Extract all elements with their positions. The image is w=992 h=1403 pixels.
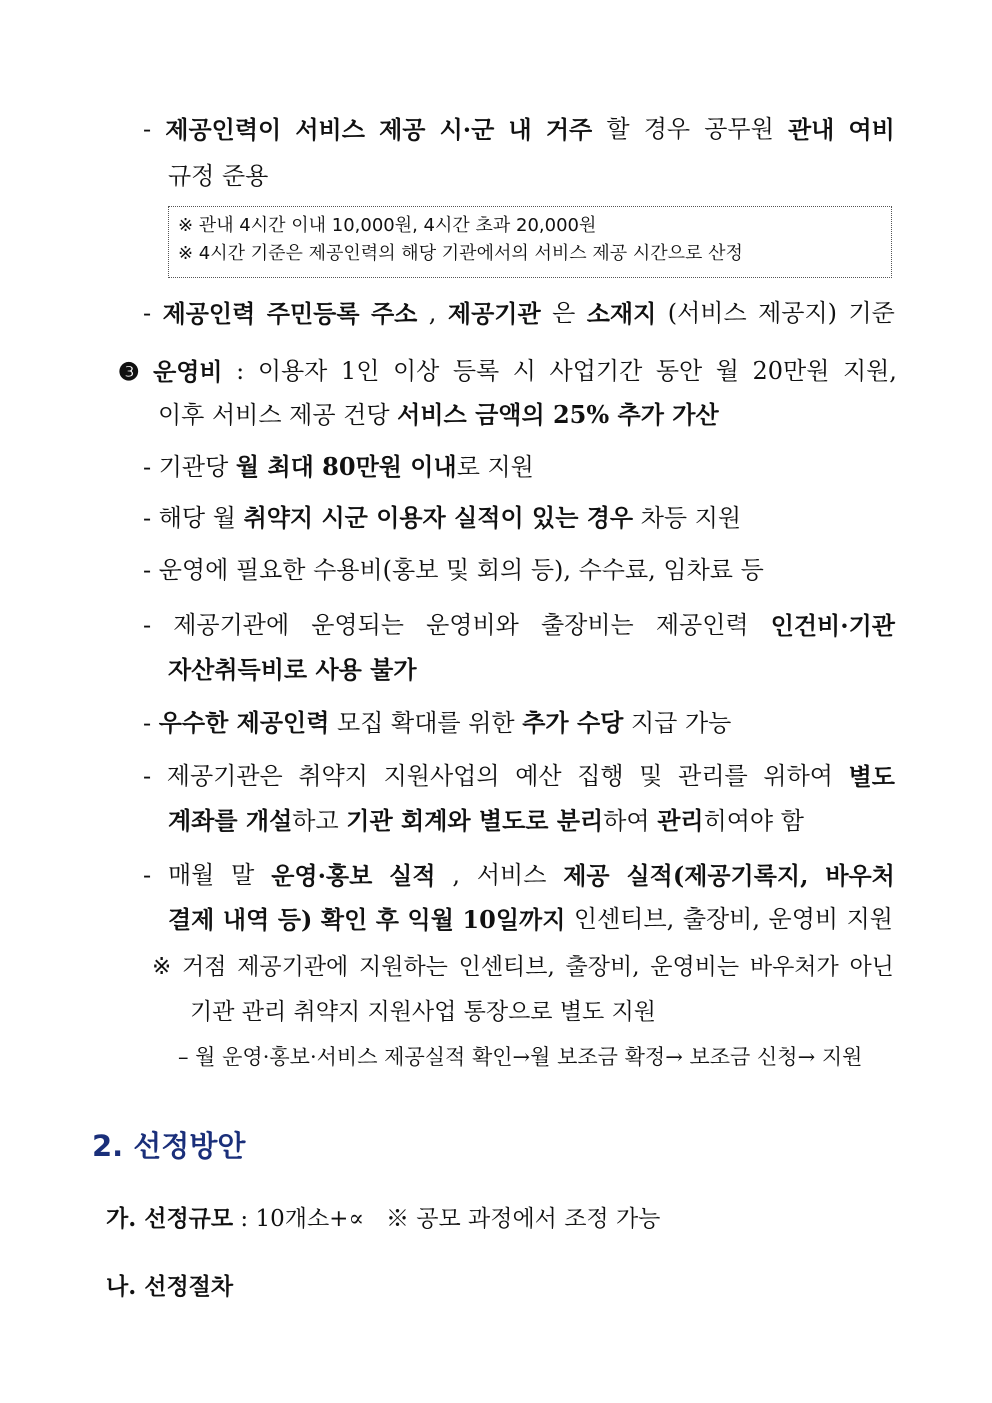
text-segment: 하여 xyxy=(603,807,658,835)
text-line-selection-scale xyxy=(106,1206,660,1232)
text-segment: 로 지원 xyxy=(456,453,534,481)
text-word: 시·군 xyxy=(439,115,495,144)
text-word: 출장비는 xyxy=(540,611,634,639)
note-line-travel-amount xyxy=(178,216,596,237)
text-word: 운영비 xyxy=(768,905,839,933)
text-word: 소재지 xyxy=(586,299,657,328)
text-line-regulation xyxy=(168,163,268,191)
text-segment: 히여야 함 xyxy=(703,807,804,835)
text-segment: 우수한 제공인력 xyxy=(158,708,330,737)
text-word: 인센티브, xyxy=(458,954,555,980)
text-line-note-voucher xyxy=(152,954,894,980)
text-word: 출장비, xyxy=(682,905,760,933)
text-segment: 지급 가능 xyxy=(623,709,732,737)
text-segment: 규정 준용 xyxy=(168,162,269,190)
text-word: 운영되는 xyxy=(311,611,404,639)
text-line-usage-restriction xyxy=(143,612,895,640)
text-line-extra-allowance xyxy=(143,709,731,738)
text-word: 공무원 xyxy=(704,115,774,143)
text-word: 제공인력이 xyxy=(165,115,282,144)
text-segment: ※ 4시간 기준은 제공인력의 해당 기관에서의 서비스 제공 시간으로 산정 xyxy=(178,243,743,264)
text-segment: 추가 수당 xyxy=(522,708,624,737)
text-word: 확인 xyxy=(320,905,368,934)
text-word: 제공기관에 xyxy=(237,954,349,980)
text-segment: 기관 관리 취약지 지원사업 통장으로 별도 지원 xyxy=(190,999,657,1025)
text-word: 관내 xyxy=(787,115,835,144)
text-word: 10일까지 xyxy=(462,905,566,934)
text-segment: - 기관당 xyxy=(143,453,236,481)
text-word: 운영비와 xyxy=(426,611,519,639)
text-word: - xyxy=(143,299,152,327)
text-word: 바우처 xyxy=(825,861,895,890)
text-segment: : 10개소+∝ ※ 공모 과정에서 조정 가능 xyxy=(233,1206,661,1232)
text-word: 지원하는 xyxy=(359,954,448,980)
text-word: 월 xyxy=(715,357,739,385)
text-word: 제공인력 xyxy=(162,299,256,328)
text-segment: 이후 서비스 제공 건당 xyxy=(158,401,398,429)
text-word: 할 xyxy=(606,115,630,143)
text-word: ❸ xyxy=(118,357,140,386)
text-segment: - xyxy=(143,709,159,737)
text-segment: - 해당 월 xyxy=(143,504,244,532)
text-word: 제공인력 xyxy=(655,611,749,639)
note-line-time-basis xyxy=(178,244,743,265)
text-segment: 가. 선정규모 xyxy=(106,1205,234,1232)
text-word: 주소 xyxy=(370,299,418,328)
text-word: 실적 xyxy=(389,861,436,890)
text-segment: 월 최대 80만원 이내 xyxy=(235,452,457,481)
text-segment: 서비스 금액의 25% 추가 가산 xyxy=(397,400,719,429)
text-word: 제공 xyxy=(379,115,426,144)
text-word: 서비스 xyxy=(476,861,547,889)
text-word: 20만원 xyxy=(752,357,830,385)
text-word: 제공기관은 xyxy=(166,762,283,790)
text-word: , xyxy=(428,299,437,327)
text-word: 기준 xyxy=(848,299,895,327)
text-line-operating-cost xyxy=(118,358,897,386)
text-segment: 기관 회계와 별도로 분리 xyxy=(346,806,604,835)
text-line-asset-cost xyxy=(168,656,417,685)
text-word: 위하여 xyxy=(763,762,833,790)
text-word: 취약지 xyxy=(298,762,368,790)
text-word: : xyxy=(236,357,245,385)
text-word: ※ xyxy=(152,954,172,980)
section-heading: 2. 선정방안 xyxy=(92,1129,246,1163)
text-segment: 자산취득비로 사용 불가 xyxy=(168,655,417,684)
text-word: 내 xyxy=(508,115,532,144)
text-word: 운영비는 xyxy=(650,954,740,980)
text-segment: - 운영에 필요한 수용비(홍보 및 회의 등), 수수료, 임차료 등 xyxy=(143,556,764,584)
text-line-additional-25 xyxy=(158,401,719,430)
text-line-address-basis xyxy=(143,300,895,328)
text-word: 내역 xyxy=(222,905,270,934)
text-word: 동안 xyxy=(655,357,703,385)
text-word: 사업기간 xyxy=(549,357,643,385)
text-word: - xyxy=(143,762,152,790)
text-word: 예산 xyxy=(515,762,562,790)
text-segment: 계좌를 개설 xyxy=(168,806,293,835)
text-line-differential xyxy=(143,504,741,533)
text-line-confirmation xyxy=(168,906,893,934)
text-word: , xyxy=(452,861,460,889)
text-segment: 하고 xyxy=(292,807,347,835)
text-word: 시 xyxy=(512,357,536,385)
text-segment: 취약지 시군 이용자 실적이 있는 경우 xyxy=(243,503,634,532)
text-line-procedure-flow xyxy=(178,1045,862,1069)
text-word: 지원 xyxy=(846,905,893,933)
text-line-note-bank xyxy=(190,999,656,1025)
text-line-local-travel xyxy=(143,116,895,144)
text-word: 말 xyxy=(231,861,255,889)
text-line-monthly-max xyxy=(143,453,534,482)
text-word: - xyxy=(143,115,152,143)
text-word: 집행 xyxy=(577,762,624,790)
text-word: 등) xyxy=(277,905,313,934)
text-word: 지원사업의 xyxy=(383,762,500,790)
text-word: 출장비, xyxy=(565,954,640,980)
text-word: 별도 xyxy=(848,762,895,791)
text-word: (서비스 xyxy=(667,299,747,327)
text-word: 이용자 xyxy=(257,357,328,385)
text-word: - xyxy=(143,611,152,639)
text-word: 등록 xyxy=(452,357,500,385)
text-word: 이상 xyxy=(392,357,440,385)
text-word: 주민등록 xyxy=(266,299,360,328)
text-word: - xyxy=(143,861,152,889)
text-word: 거주 xyxy=(545,115,593,144)
text-segment: 차등 지원 xyxy=(633,504,742,532)
text-word: 제공지) xyxy=(758,299,838,327)
text-segment: 나. 선정절차 xyxy=(106,1273,234,1300)
text-segment: 관리 xyxy=(657,806,704,835)
text-word: 거점 xyxy=(182,954,227,980)
text-word: 서비스 xyxy=(295,115,365,144)
text-word: 바우처가 xyxy=(749,954,839,980)
text-word: 익월 xyxy=(407,905,454,934)
text-segment: ※ 관내 4시간 이내 10,000원, 4시간 초과 20,000원 xyxy=(178,215,597,236)
text-line-separate-account xyxy=(143,763,895,791)
text-word: 매월 xyxy=(167,861,215,889)
text-word: 실적(제공기록지, xyxy=(626,861,809,890)
text-word: 인센티브, xyxy=(573,905,675,933)
text-word: 및 xyxy=(639,762,663,790)
text-word: 인건비·기관 xyxy=(770,611,895,640)
text-word: 1인 xyxy=(340,357,380,385)
text-line-account-management xyxy=(168,807,804,836)
text-word: 결제 xyxy=(168,905,215,934)
text-segment: – 월 운영·홍보·서비스 제공실적 확인→월 보조금 확정→ 보조금 신청→ 지원 xyxy=(178,1045,863,1069)
text-segment: 모집 확대를 위한 xyxy=(329,709,523,737)
text-word: 관리를 xyxy=(678,762,748,790)
text-word: 후 xyxy=(375,905,399,934)
text-word: 은 xyxy=(552,299,576,327)
text-line-monthly-results xyxy=(143,862,895,890)
text-word: 운영·홍보 xyxy=(271,861,373,890)
text-word: 여비 xyxy=(848,115,895,144)
text-word: 제공 xyxy=(563,861,610,890)
text-word: 운영비 xyxy=(153,357,223,386)
text-word: 제공기관 xyxy=(447,299,541,328)
text-line-expenses xyxy=(143,557,764,585)
text-word: 경우 xyxy=(643,115,691,143)
text-word: 지원, xyxy=(842,357,897,385)
text-word: 아닌 xyxy=(849,954,894,980)
text-line-selection-procedure xyxy=(106,1274,233,1300)
text-word: 제공기관에 xyxy=(173,611,290,639)
